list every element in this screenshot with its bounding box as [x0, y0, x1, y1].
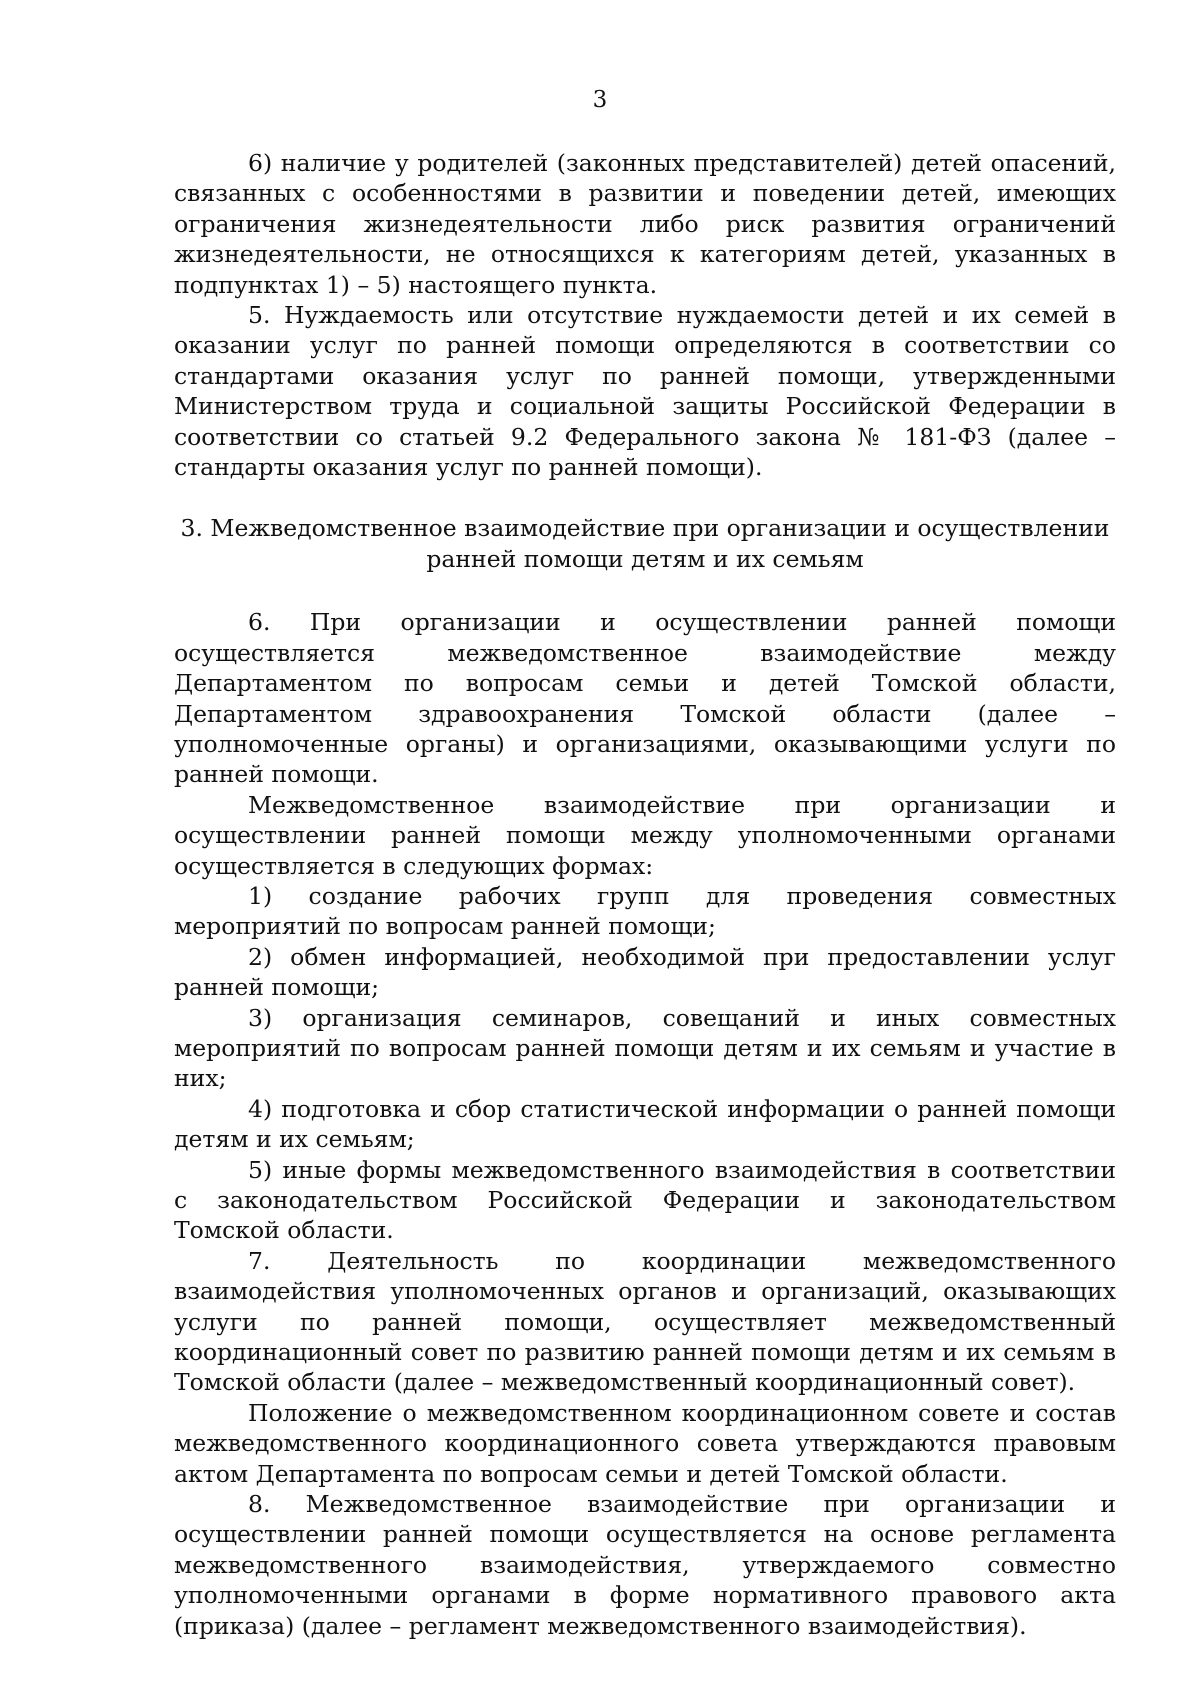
spacer [174, 574, 1116, 607]
paragraph-item-5: 5. Нуждаемость или отсутствие нуждаемости детей и их семей в оказании услуг по ранней помощи определяются в соответствии со стандартами оказания услуг по ранней помощи, утвержденными Министерством труда и социальной защиты Российской Федерации в соответствии со статьей 9.2 Федерального закона № 181-ФЗ (далее – стандарты оказания услуг по ранней помощи). [174, 301, 1116, 482]
paragraph-form-4: 4) подготовка и сбор статистической информации о ранней помощи детям и их семьям; [174, 1094, 1116, 1154]
page-number: 3 [592, 87, 608, 113]
paragraph-item-8: 8. Межведомственное взаимодействие при организации и осуществлении ранней помощи осуществляется на основе регламента межведомственного взаимодействия, утверждаемого совместно уполномоченными органами в форме нормативного правового акта (приказа) (далее – регламент межведомственного взаимодействия). [174, 1490, 1116, 1640]
document-body [174, 148, 1116, 1641]
paragraph-item-6: 6. При организации и осуществлении ранней помощи осуществляется межведомственное взаимодействие между Департаментом по вопросам семьи и детей Томской области, Департаментом здравоохранения Томской области (далее – уполномоченные органы) и организациями, оказывающими услуги по ранней помощи. [174, 608, 1116, 789]
paragraph-form-1: 1) создание рабочих групп для проведения совместных мероприятий по вопросам ранней помощи; [174, 881, 1116, 941]
paragraph-subitem-6: 6) наличие у родителей (законных представителей) детей опасений, связанных с особенностями в развитии и поведении детей, имеющих ограничения жизнедеятельности либо риск развития ограничений жизнедеятельности, не относящихся к категориям детей, указанных в подпунктах 1) – 5) настоящего пункта. [174, 149, 1116, 299]
paragraph-form-5: 5) иные формы межведомственного взаимодействия в соответствии с законодательством Российской Федерации и законодательством Томской области. [174, 1155, 1116, 1245]
section-heading-line-1: 3. Межведомственное взаимодействие при организации и осуществлении [180, 514, 1110, 543]
paragraph-item-7: 7. Деятельность по координации межведомственного взаимодействия уполномоченных органов и организаций, оказывающих услуги по ранней помощи, осуществляет межведомственный координационный совет по развитию ранней помощи детям и их семьям в Томской области (далее – межведомственный координационный совет). [174, 1246, 1116, 1397]
section-heading-line-2: ранней помощи детям и их семьям [426, 544, 864, 573]
spacer [174, 482, 1116, 513]
paragraph-forms-intro: Межведомственное взаимодействие при организации и осуществлении ранней помощи между уполномоченными органами осуществляется в следующих формах: [174, 790, 1116, 880]
section-heading [174, 513, 1116, 574]
paragraph-council-regulation: Положение о межведомственном координационном совете и состав межведомственного координационного совета утверждаются правовым актом Департамента по вопросам семьи и детей Томской области. [174, 1398, 1116, 1488]
paragraph-form-3: 3) организация семинаров, совещаний и иных совместных мероприятий по вопросам ранней помощи детям и их семьям и участие в них; [174, 1003, 1116, 1093]
paragraph-form-2: 2) обмен информацией, необходимой при предоставлении услуг ранней помощи; [174, 942, 1116, 1002]
